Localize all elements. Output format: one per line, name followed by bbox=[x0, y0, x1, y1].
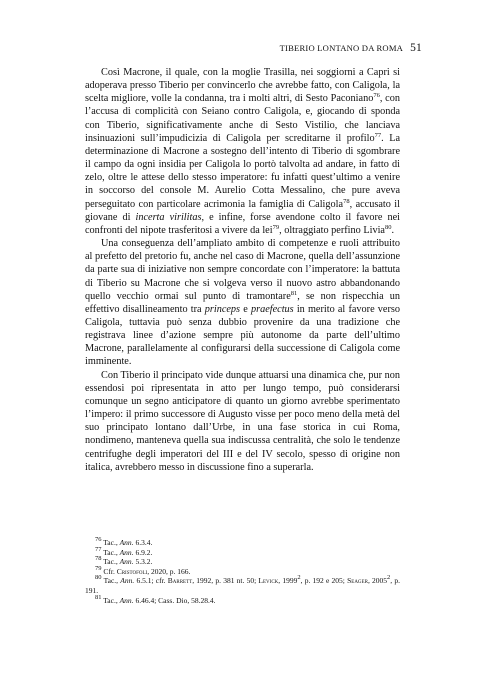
text-run: Cristofoli bbox=[116, 566, 148, 576]
text-run: , p. 191. bbox=[85, 576, 400, 595]
italic-text: Ann. bbox=[119, 538, 134, 547]
text-run: 6.46.4; Cass. Dio, 58.28.4. bbox=[133, 595, 216, 605]
note-ref: 77 bbox=[95, 545, 102, 553]
italic-text: praefectus bbox=[250, 303, 294, 315]
text-run: Tac., bbox=[101, 538, 120, 547]
text-run: Tac., bbox=[101, 576, 121, 586]
text-run: Con Tiberio il principato vide dunque attuarsi una dinamica che, pur non essendosi poi ripresentata in atto per lungo tempo, può considerarsi comunque un segno anticipatore di quanto un giorno avrebbe sperimentato l’impero: il primo successore di Augusto visse per poco meno della metà del suo principato lontano dall’Urbe, in una fase storica in cui Roma, nondimeno, manteneva quella sua indiscussa centralità, che solo le tendenze centrifughe degli imperatori del III e del IV secolo, spesso di origine non italica, avrebbero messo in discussione fino a superarla. bbox=[85, 369, 400, 473]
note-ref: 2 bbox=[297, 574, 301, 582]
note-ref: 76 bbox=[95, 536, 102, 543]
note-ref: 79 bbox=[272, 223, 280, 231]
text-run: Tac., bbox=[101, 595, 120, 605]
note-ref: 76 bbox=[373, 92, 380, 100]
text-run: e bbox=[240, 303, 251, 315]
italic-text: Ann. bbox=[120, 576, 135, 586]
footnote bbox=[85, 538, 400, 548]
paragraph bbox=[85, 369, 400, 474]
running-head-title: TIBERIO LONTANO DA ROMA bbox=[279, 43, 404, 53]
text-run: 5.3.2. bbox=[133, 557, 153, 567]
footnote bbox=[85, 557, 400, 567]
footnotes bbox=[85, 538, 400, 605]
note-ref: 81 bbox=[95, 593, 102, 601]
paragraph bbox=[85, 66, 400, 237]
note-ref: 79 bbox=[95, 564, 102, 572]
footnote bbox=[85, 593, 400, 606]
text-run: Una conseguenza dell’ampliato ambito di competenze e ruoli attribuito al prefetto del pretorio fu, anche nel caso di Macrone, quella dell’assunzione da parte sua di iniziative non sempre concordate con l’imperatore: la battuta di Tiberio su Macrone che si volgeva verso il nuovo astro abbandonando quello vecchio ormai sul punto di tramontare bbox=[85, 238, 400, 302]
text-run: Tac., bbox=[101, 547, 120, 557]
text-run: , 1992, p. 381 nt. 50; bbox=[192, 576, 259, 586]
text-run: . La determinazione di Macrone a sostegno dell’intento di Tiberio di sgombrare il campo da ogni insidia per Caligola lo portò talvolta ad andare, in fatto di zelo, oltre le attese dello stesso imperatore: fu infatti quest’ultimo a venire in soccorso del console M. Aurelio Cotta Messalino, che pure aveva perseguitato con particolare acrimonia la famiglia di Caligola bbox=[85, 132, 401, 210]
text-run: Levick bbox=[258, 576, 279, 586]
text-run: , 2020, p. 166. bbox=[147, 566, 191, 576]
text-run: . bbox=[391, 224, 395, 236]
italic-text: Ann. bbox=[119, 547, 134, 557]
note-ref: 80 bbox=[384, 223, 392, 231]
text-run: Tac., bbox=[101, 557, 120, 567]
italic-text: Ann. bbox=[119, 557, 134, 567]
footnote bbox=[85, 545, 400, 558]
text-run: , 2005 bbox=[367, 576, 388, 586]
note-ref: 80 bbox=[95, 574, 102, 582]
text-run: 6.5.1; cfr. bbox=[134, 576, 168, 586]
text-run: , con l’accusa di complicità con Seiano contro Caligola, e, giocando di sponda con Tiberio, significativamente anche di Sesto Vistilio, che lanciava insinuazioni sull’impudicizia di Caligola per screditarne il profilo bbox=[85, 93, 400, 144]
note-ref: 78 bbox=[95, 555, 102, 563]
footnote bbox=[85, 564, 400, 577]
text-run: , oltraggiato perfino Livia bbox=[279, 224, 385, 236]
text-run: Seager bbox=[347, 576, 368, 586]
note-ref: 78 bbox=[343, 197, 350, 205]
italic-text: princeps bbox=[204, 303, 241, 315]
note-ref: 2 bbox=[387, 574, 391, 582]
text-run: in merito al favore verso Caligola, tuttavia può senza dubbio provenire da una tradizione che registrava linee d’azione sempre più autonome da parte dell’ultimo Macrone, parallelamente al configurarsi della successione di Caligola come imminente. bbox=[85, 303, 400, 368]
text-run: Così Macrone, il quale, con la moglie Trasilla, nei soggiorni a Capri si adoperava presso Tiberio per convincerlo che avrebbe fatto, con Caligola, la scelta migliore, volle la condanna, tra i molti altri, di Sesto Paconiano bbox=[85, 67, 400, 105]
text-run: 6.9.2. bbox=[133, 547, 153, 557]
text-run: , se non rispecchia un effettivo disallineamento tra bbox=[85, 290, 400, 315]
body-text bbox=[85, 66, 400, 474]
text-run: Barrett bbox=[167, 576, 193, 586]
text-run: , e infine, forse avendone colto il favore nei confronti del nipote trasferitosi a vivere da lei bbox=[85, 211, 400, 236]
running-head bbox=[280, 42, 422, 54]
footnote bbox=[85, 576, 400, 595]
paragraph bbox=[85, 237, 400, 369]
italic-text: incerta virilitas bbox=[135, 211, 202, 223]
note-ref: 81 bbox=[290, 289, 298, 297]
page-number: 51 bbox=[410, 42, 422, 54]
text-run: Cfr. bbox=[101, 566, 117, 576]
text-run: , 1999 bbox=[278, 576, 298, 586]
text-run: 6.3.4. bbox=[133, 538, 153, 547]
note-ref: 77 bbox=[374, 131, 382, 139]
text-run: , p. 192 e 205; bbox=[300, 576, 348, 586]
italic-text: Ann. bbox=[119, 595, 134, 605]
text-run: , accusato il giovane di bbox=[85, 198, 400, 223]
